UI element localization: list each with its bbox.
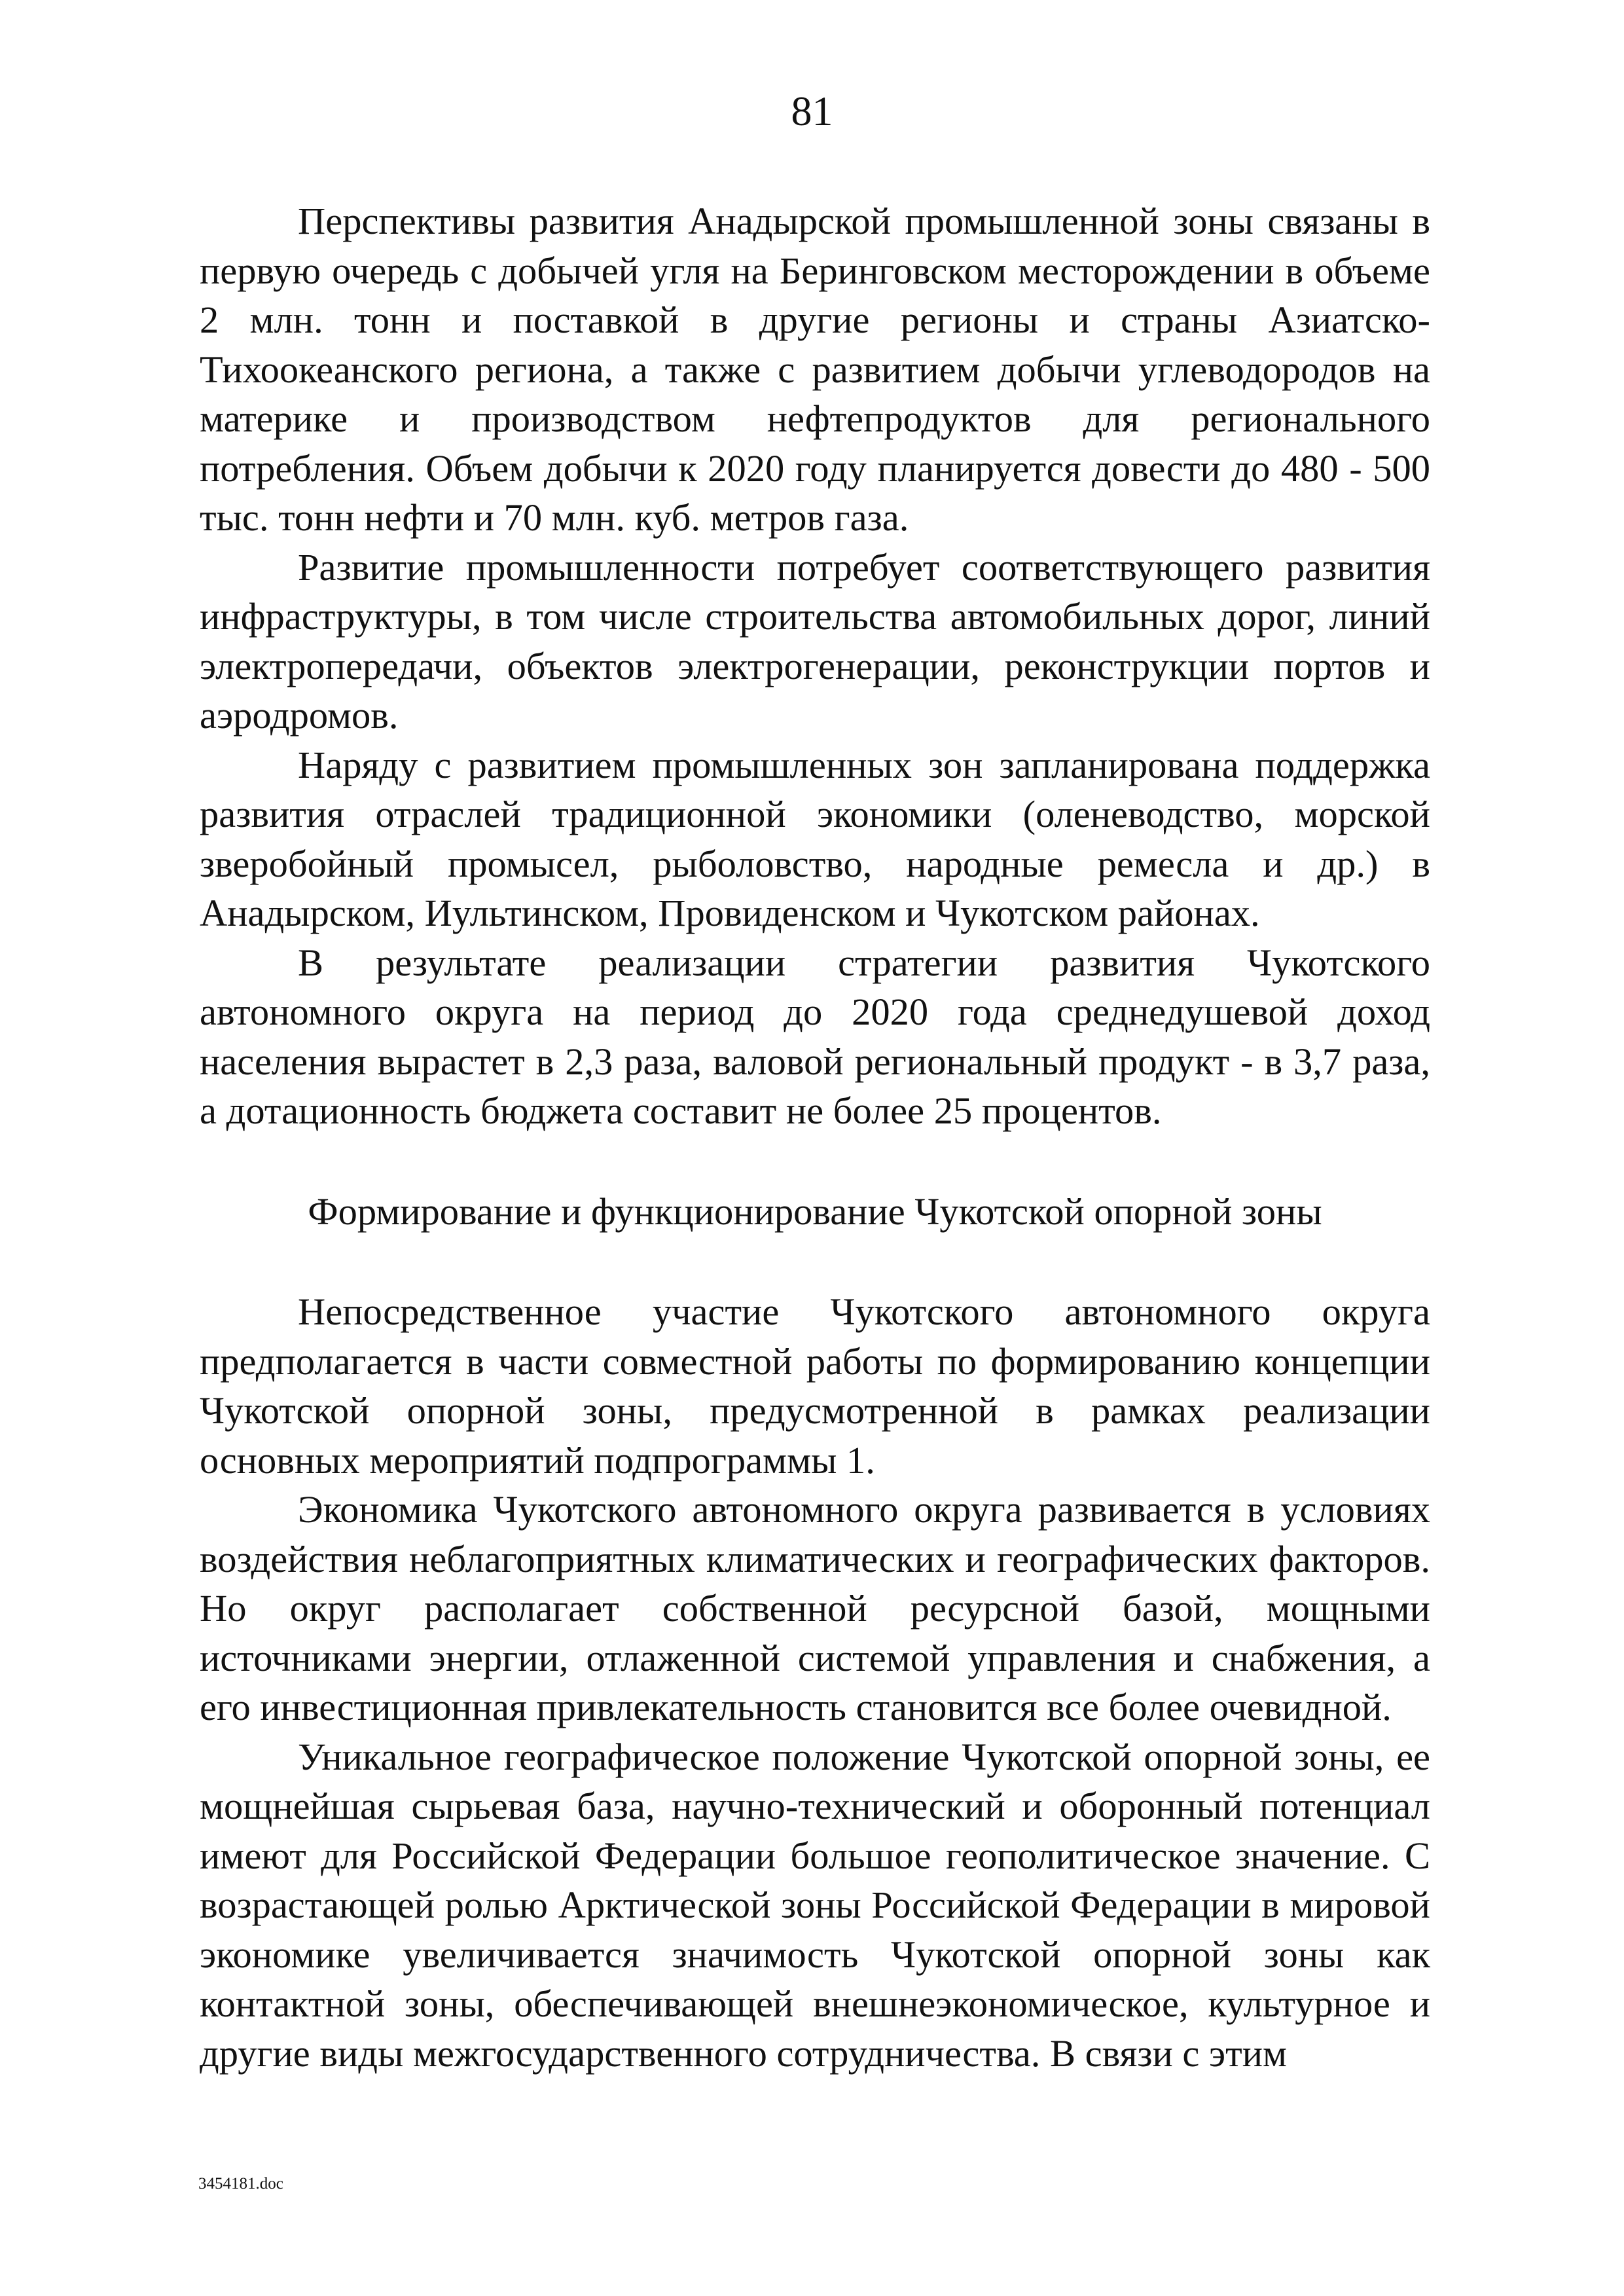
paragraph-strategy-results: В результате реализации стратегии развития Чукотского автономного округа на период до 2020 года среднедушевой доход населения вырастет в 2,3 раза, валовой региональный продукт - в 3,7 раза, а дотационность бюджета составит не более 25 процентов. (200, 941, 1430, 1132)
paragraph-geopolitical-significance: Уникальное географическое положение Чукотской опорной зоны, ее мощнейшая сырьевая база, научно-технический и оборонный потенциал имеют для Российской Федерации большое геополитическое значение. С возрастающей ролью Арктической зоны Российской Федерации в мировой экономике увеличивается значимость Чукотской опорной зоны как контактной зоны, обеспечивающей внешнеэкономическое, культурное и другие виды межгосударственного сотрудничества. В связи с этим (200, 1735, 1430, 2075)
document-body (200, 196, 1430, 2078)
paragraph-economy-conditions: Экономика Чукотского автономного округа развивается в условиях воздействия неблагоприятных климатических и географических факторов. Но округ располагает собственной ресурсной базой, мощными источниками энергии, отлаженной системой управления и снабжения, а его инвестиционная привлекательность становится все более очевидной. (200, 1488, 1430, 1728)
paragraph-traditional-economy: Наряду с развитием промышленных зон запланирована поддержка развития отраслей традиционной экономики (оленеводство, морской зверобойный промысел, рыболовство, народные ремесла и др.) в Анадырском, Иультинском, Провиденском и Чукотском районах. (200, 743, 1430, 934)
footer-document-name: 3454181.doc (198, 2175, 283, 2193)
section-heading: Формирование и функционирование Чукотской опорной зоны (308, 1190, 1322, 1233)
page-number: 81 (791, 88, 833, 134)
paragraph-infrastructure: Развитие промышленности потребует соответствующего развития инфраструктуры, в том числе строительства автомобильных дорог, линий электропередачи, объектов электрогенерации, реконструкции портов и аэродромов. (200, 545, 1430, 737)
paragraph-direct-participation: Непосредственное участие Чукотского автономного округа предполагается в части совместной работы по формированию концепции Чукотской опорной зоны, предусмотренной в рамках реализации основных мероприятий подпрограммы 1. (200, 1290, 1430, 1482)
paragraph-anadyr-zone: Перспективы развития Анадырской промышленной зоны связаны в первую очередь с добычей угля на Беринговском месторождении в объеме 2 млн. тонн и поставкой в другие регионы и страны Азиатско-Тихоокеанского региона, а также с развитием добычи углеводородов на материке и производством нефтепродуктов для регионального потребления. Объем добычи к 2020 году планируется довести до 480 - 500 тыс. тонн нефти и 70 млн. куб. метров газа. (200, 200, 1430, 539)
